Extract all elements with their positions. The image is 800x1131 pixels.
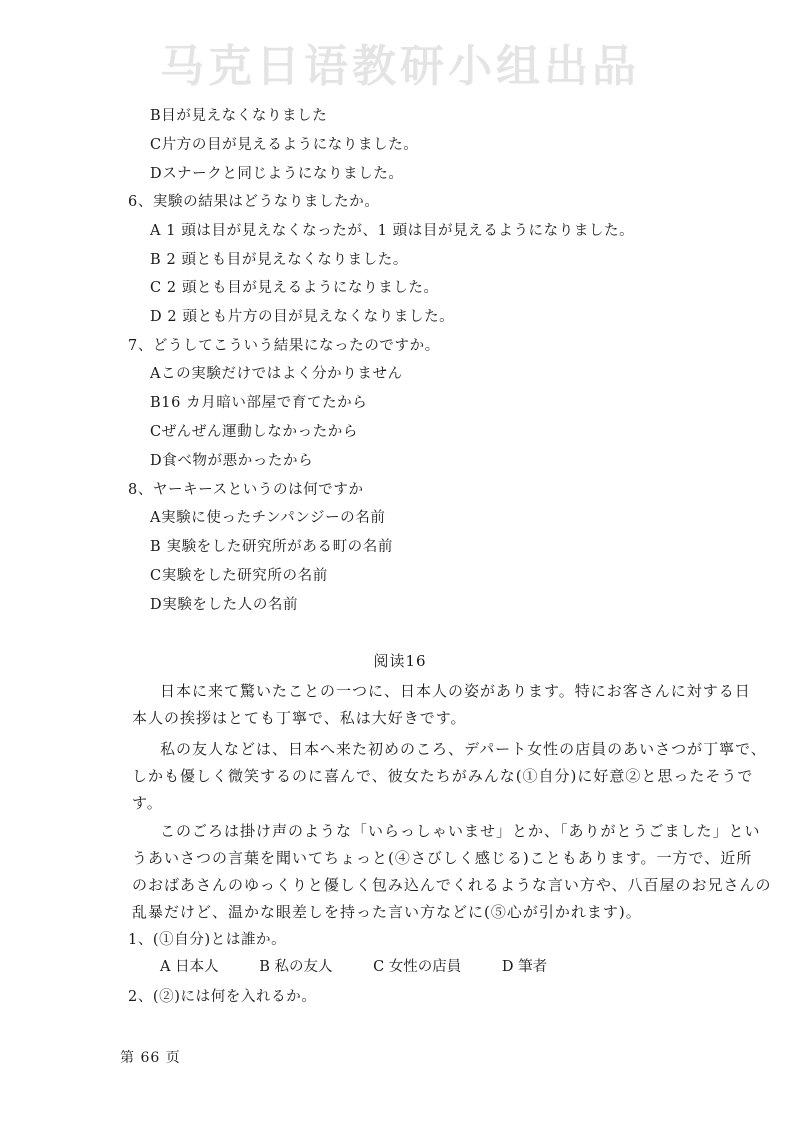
choice-c: C 女性の店員 (373, 959, 462, 975)
question-7-option-c: Cぜんぜん運動しなかったから (150, 424, 358, 440)
reading-line-6: このごろは掛け声のような「いらっしゃいませ」とか、「ありがとうごました」とい (160, 822, 761, 840)
reading-question-1-choices (160, 955, 583, 976)
question-8-option-c: C実験をした研究所の名前 (150, 568, 328, 584)
prev-option-d: Dスナークと同じようになりました。 (150, 166, 404, 182)
question-8-option-a: A実験に使ったチンパンジーの名前 (150, 510, 386, 526)
reading-line-9: 乱暴だけど、温かな眼差しを持った言い方などに(⑤心が引かれます)。 (132, 903, 642, 921)
watermark: 马克日语教研小组出品 (160, 41, 640, 92)
reading-title: 阅读16 (373, 652, 427, 670)
choice-b: B 私の友人 (259, 959, 333, 975)
question-7-option-a: Aこの実験だけではよく分かりません (150, 366, 403, 382)
question-6: 6、実験の結果はどうなりましたか。 (128, 194, 380, 210)
question-7: 7、どうしてこういう結果になったのですか。 (128, 338, 440, 354)
reading-line-1: 日本に来て驚いたことの一つに、日本人の姿があります。特にお客さんに対する日 (160, 682, 751, 700)
prev-option-c: C片方の目が見えるようになりました。 (150, 137, 419, 153)
question-7-option-d: D食べ物が悪かったから (150, 453, 314, 469)
reading-question-2: 2、(②)には何を入れるか。 (128, 989, 317, 1005)
reading-line-2: 本人の挨拶はとても丁寧で、私は大好きです。 (132, 709, 467, 727)
question-6-option-b: B 2 頭とも目が見えなくなりました。 (150, 252, 408, 268)
question-8: 8、ヤーキースというのは何ですか (128, 482, 364, 498)
question-6-option-d: D 2 頭とも片方の目が見えなくなりました。 (150, 309, 455, 325)
question-7-option-b: B16 カ月暗い部屋で育てたから (150, 395, 368, 411)
prev-option-b: B目が見えなくなりました (150, 108, 328, 124)
question-8-option-d: D実験をした人の名前 (150, 597, 299, 613)
page-number: 第 66 页 (120, 1050, 181, 1066)
question-6-option-c: C 2 頭とも目が見えるようになりました。 (150, 280, 439, 296)
reading-line-3: 私の友人などは、日本へ来た初めのころ、デパート女性の店員のあいさつが丁寧で、 (160, 740, 767, 758)
reading-line-7: うあいさつの言葉を聞いてちょっと(④さびしく感じる)こともあります。一方で、近所 (132, 849, 753, 867)
choice-a: A 日本人 (160, 959, 219, 975)
reading-question-1: 1、(①自分)とは誰か。 (128, 932, 287, 948)
reading-line-5: す。 (132, 794, 163, 812)
reading-line-4: しかも優しく微笑するのに喜んで、彼女たちがみんな(①自分)に好意②と思ったそうで (132, 767, 754, 785)
reading-line-8: のおばあさんのゆっくりと優しく包み込んでくれるような言い方や、八百屋のお兄さんの (132, 876, 772, 894)
question-8-option-b: B 実験をした研究所がある町の名前 (150, 539, 393, 555)
choice-d: D 筆者 (501, 959, 548, 975)
question-6-option-a: A 1 頭は目が見えなくなったが、1 頭は目が見えるようになりました。 (150, 223, 635, 239)
